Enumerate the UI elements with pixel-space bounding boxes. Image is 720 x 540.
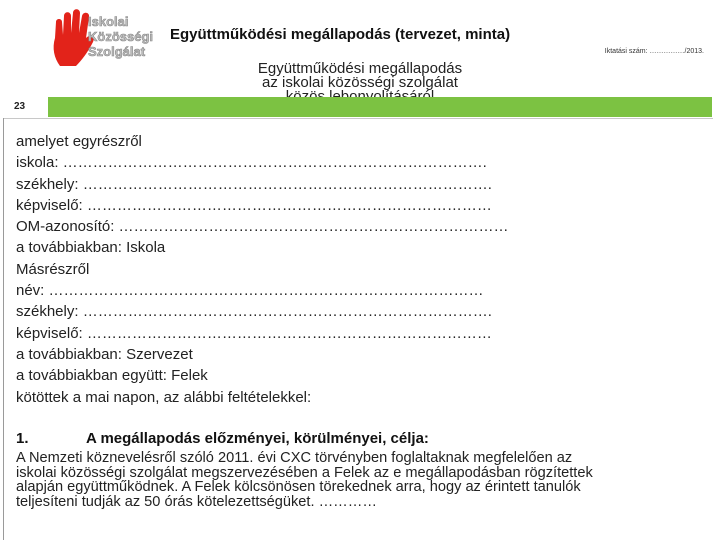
logo-line: Szolgálat bbox=[88, 44, 146, 59]
body-line: kötöttek a mai napon, az alábbi feltételekkel: bbox=[16, 388, 312, 406]
accent-bar bbox=[48, 97, 712, 117]
divider-vertical bbox=[3, 118, 4, 540]
iskolai-kozossegi-szolgalat-logo bbox=[50, 8, 175, 70]
registration-number: Iktatási szám: ……………/2013. bbox=[604, 48, 704, 55]
logo-line: Iskolai bbox=[88, 14, 129, 29]
body-line: a továbbiakban: Szervezet bbox=[16, 345, 193, 363]
parties-block bbox=[16, 131, 509, 408]
body-line: székhely: ………………………………………………………………………. bbox=[16, 175, 492, 193]
body-line: a továbbiakban: Iskola bbox=[16, 239, 166, 257]
agreement-heading-line: Együttműködési megállapodás bbox=[257, 60, 463, 77]
section-line: iskolai közösségi szolgálat megszervezésében a Felek az e megállapodásban rögzítettek bbox=[16, 464, 593, 481]
body-line: név: …………………………………………………………………………… bbox=[16, 282, 484, 300]
logo-line: Közösségi bbox=[88, 29, 154, 44]
body-line: OM-azonosító: …………………………………………………………………… bbox=[16, 218, 509, 236]
logo-wordmark bbox=[88, 14, 153, 59]
divider-horizontal bbox=[3, 118, 713, 119]
section-paragraph bbox=[16, 451, 706, 509]
body-line: székhely: ………………………………………………………………………. bbox=[16, 303, 492, 321]
section-number: 1. bbox=[16, 430, 29, 447]
body-line: amelyet egyrészről bbox=[16, 133, 142, 150]
document-title: Együttműködési megállapodás (tervezet, minta) bbox=[170, 26, 511, 43]
section-title: A megállapodás előzményei, körülményei, célja: bbox=[86, 430, 429, 447]
body-line: iskola: …………………………………………………………………………. bbox=[16, 154, 487, 172]
agreement-heading-line: az iskolai közösségi szolgálat bbox=[262, 74, 458, 91]
body-line: képviselő: ……………………………………………………………………… bbox=[16, 324, 492, 342]
body-line: Másrészről bbox=[16, 260, 90, 278]
section-line: teljesíteni tudják az 50 órás kötelezettségüket. ………… bbox=[16, 493, 377, 510]
page-number: 23 bbox=[14, 101, 26, 112]
section-line: alapján együttműködnek. A Felek kölcsönösen törekednek arra, hogy az érintett tanulók bbox=[16, 479, 581, 495]
body-line: képviselő: ……………………………………………………………………… bbox=[16, 196, 492, 214]
body-line: a továbbiakban együtt: Felek bbox=[16, 367, 208, 385]
section-heading bbox=[16, 430, 429, 447]
section-line: A Nemzeti köznevelésről szóló 2011. évi CXC törvényben foglaltaknak megfelelően az bbox=[16, 450, 573, 466]
